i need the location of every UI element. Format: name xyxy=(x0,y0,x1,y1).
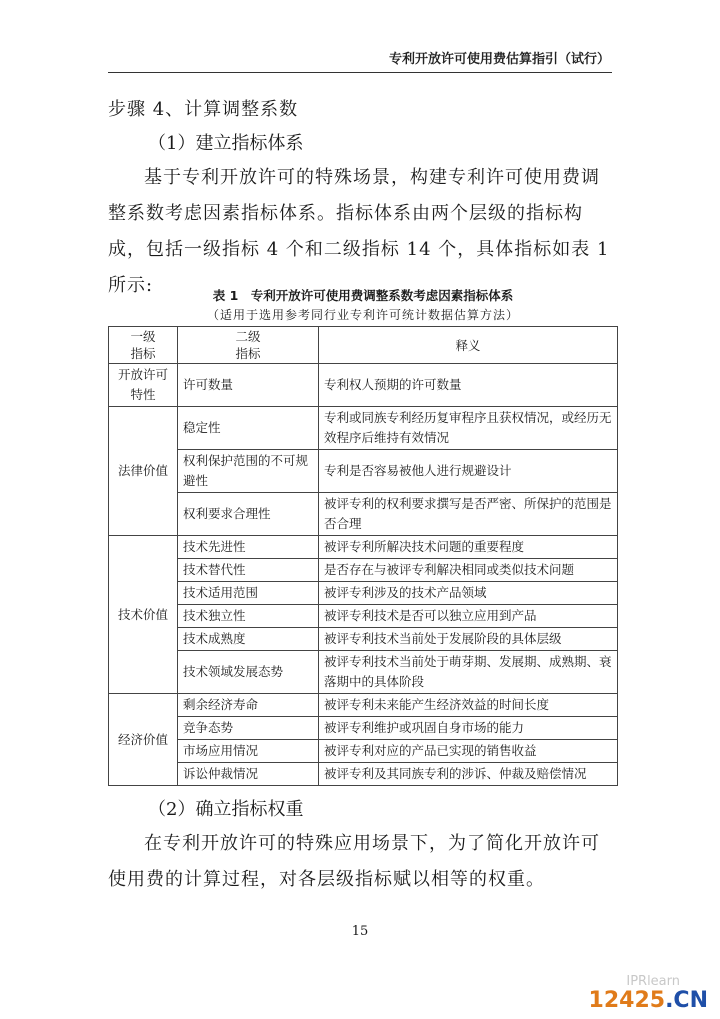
description-cell: 专利是否容易被他人进行规避设计 xyxy=(319,450,618,493)
description-cell: 被评专利涉及的技术产品领域 xyxy=(319,582,618,605)
table-caption: 表 1 专利开放许可使用费调整系数考虑因素指标体系 xyxy=(212,288,514,303)
watermark-suffix: .CN xyxy=(665,988,708,1013)
level2-indicator-cell: 技术独立性 xyxy=(178,605,319,628)
header-description-text: 释义 xyxy=(455,337,481,353)
description-cell: 专利或同族专利经历复审程序且获权情况，或经历无效程序后维持有效情况 xyxy=(319,407,618,450)
level1-indicator-cell: 法律价值 xyxy=(109,407,178,536)
level2-indicator-cell: 技术替代性 xyxy=(178,559,319,582)
description-cell: 被评专利技术当前处于萌芽期、发展期、成熟期、衰落期中的具体阶段 xyxy=(319,651,618,694)
level2-indicator-cell: 市场应用情况 xyxy=(178,740,319,763)
weights-paragraph: 在专利开放许可的特殊应用场景下，为了简化开放许可使用费的计算过程，对各层级指标赋以相等的权重。 xyxy=(108,833,600,890)
watermark-logo xyxy=(589,988,708,1013)
level2-indicator-cell: 竞争态势 xyxy=(178,717,319,740)
description-cell: 专利权人预期的许可数量 xyxy=(319,364,618,407)
description-cell: 被评专利技术当前处于发展阶段的具体层级 xyxy=(319,628,618,651)
table-row xyxy=(109,559,618,582)
description-cell: 被评专利对应的产品已实现的销售收益 xyxy=(319,740,618,763)
header-level2-text: 二级 指标 xyxy=(235,329,261,361)
level2-indicator-cell: 技术成熟度 xyxy=(178,628,319,651)
level1-indicator-cell: 经济价值 xyxy=(109,694,178,786)
level2-indicator-cell: 技术领域发展态势 xyxy=(178,651,319,694)
table-row xyxy=(109,536,618,559)
description-cell: 被评专利技术是否可以独立应用到产品 xyxy=(319,605,618,628)
header-level2 xyxy=(178,327,319,364)
table-row xyxy=(109,628,618,651)
header-divider xyxy=(108,72,612,73)
level2-indicator-cell: 技术适用范围 xyxy=(178,582,319,605)
header-level1 xyxy=(109,327,178,364)
level2-indicator-cell: 权利保护范围的不可规避性 xyxy=(178,450,319,493)
table-row xyxy=(109,450,618,493)
table-row xyxy=(109,763,618,786)
level2-indicator-cell: 权利要求合理性 xyxy=(178,493,319,536)
table-row xyxy=(109,364,618,407)
table-subcaption: （适用于选用参考同行业专利许可统计数据估算方法） xyxy=(206,308,519,322)
indicator-table xyxy=(108,326,618,786)
description-cell: 被评专利的权利要求撰写是否严密、所保护的范围是否合理 xyxy=(319,493,618,536)
watermark-brand: 12425 xyxy=(588,988,666,1013)
table-row xyxy=(109,407,618,450)
table-row xyxy=(109,694,618,717)
watermark-faint-text: IPRlearn xyxy=(626,974,680,989)
table-row xyxy=(109,740,618,763)
level2-indicator-cell: 许可数量 xyxy=(178,364,319,407)
subheading-set-weights: （2）确立指标权重 xyxy=(148,799,304,820)
page-number: 15 xyxy=(351,924,369,939)
table-body xyxy=(109,364,618,786)
description-cell: 被评专利及其同族专利的涉诉、仲裁及赔偿情况 xyxy=(319,763,618,786)
description-cell: 被评专利未来能产生经济效益的时间长度 xyxy=(319,694,618,717)
header-description xyxy=(319,327,618,364)
table-row xyxy=(109,605,618,628)
subheading-build-system: （1）建立指标体系 xyxy=(148,133,304,154)
header-level1-text: 一级 指标 xyxy=(130,329,156,361)
intro-paragraph: 基于专利开放许可的特殊场景，构建专利许可使用费调整系数考虑因素指标体系。指标体系由两个层级的指标构成，包括一级指标 4 个和二级指标 14 个，具体指标如表 1 所示: xyxy=(108,167,610,296)
running-header-title: 专利开放许可使用费估算指引（试行） xyxy=(388,52,610,67)
level2-indicator-cell: 技术先进性 xyxy=(178,536,319,559)
level1-indicator-cell: 开放许可特性 xyxy=(109,364,178,407)
level2-indicator-cell: 稳定性 xyxy=(178,407,319,450)
level2-indicator-cell: 诉讼仲裁情况 xyxy=(178,763,319,786)
description-cell: 是否存在与被评专利解决相同或类似技术问题 xyxy=(319,559,618,582)
table-row xyxy=(109,493,618,536)
table-row xyxy=(109,717,618,740)
table-row xyxy=(109,582,618,605)
table-header-row xyxy=(109,327,618,364)
step-heading: 步骤 4、计算调整系数 xyxy=(108,99,299,120)
level1-indicator-cell: 技术价值 xyxy=(109,536,178,694)
description-cell: 被评专利维护或巩固自身市场的能力 xyxy=(319,717,618,740)
level2-indicator-cell: 剩余经济寿命 xyxy=(178,694,319,717)
description-cell: 被评专利所解决技术问题的重要程度 xyxy=(319,536,618,559)
table-row xyxy=(109,651,618,694)
